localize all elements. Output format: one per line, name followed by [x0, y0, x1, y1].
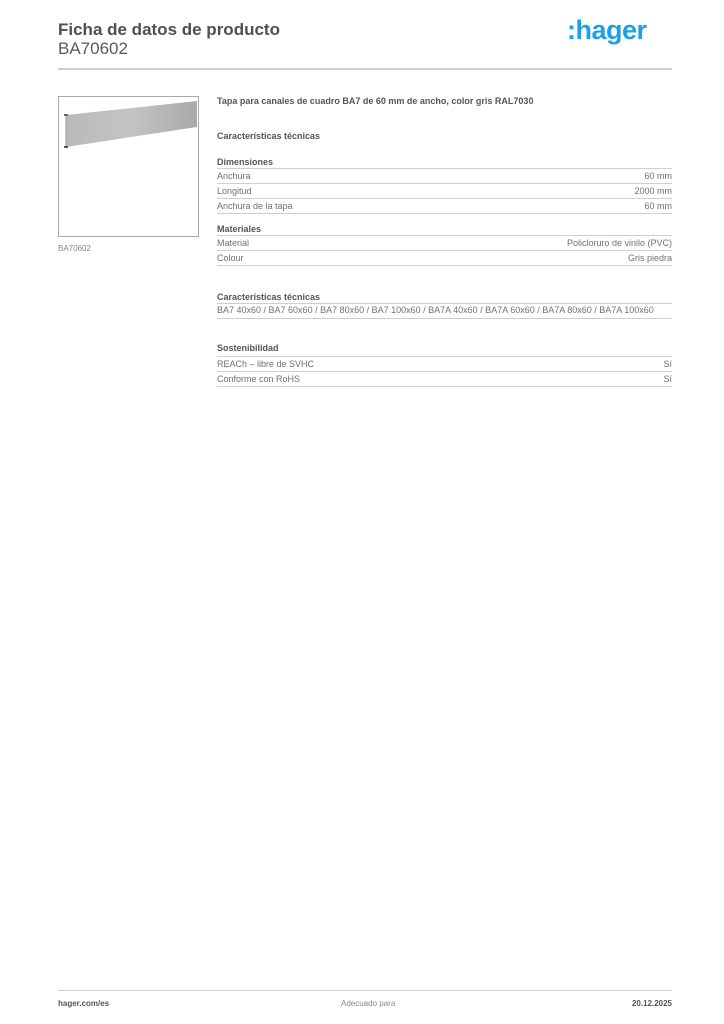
row-value: Sí [663, 359, 672, 369]
caracteristicas-table [217, 303, 672, 319]
footer-website-link[interactable]: hager.com/es [58, 999, 110, 1008]
image-caption: BA70602 [58, 244, 91, 253]
table-row [217, 169, 672, 184]
table-row [217, 199, 672, 214]
hager-logo: :hager [567, 15, 647, 45]
row-label: Longitud [217, 186, 252, 196]
row-label: REACh – libre de SVHC [217, 359, 315, 369]
section-title: Características técnicas [217, 131, 321, 141]
dimensiones-table [217, 168, 672, 214]
table-row [217, 184, 672, 199]
row-value: Gris piedra [627, 253, 672, 263]
footer-center-text: Adecuado para [341, 999, 396, 1008]
row-label: Material [217, 238, 250, 248]
group-title-caracteristicas: Características técnicas [217, 292, 321, 302]
product-cover-image-icon [59, 97, 200, 238]
table-row [217, 357, 672, 372]
row-label: Colour [217, 253, 244, 263]
product-code: BA70602 [58, 39, 128, 58]
table-row [217, 236, 672, 251]
group-title-dimensiones: Dimensiones [217, 157, 274, 167]
footer-date: 20.12.2025 [631, 999, 672, 1008]
table-row [217, 251, 672, 266]
row-value: Policloruro de vinilo (PVC) [566, 238, 672, 248]
table-row [217, 372, 672, 387]
product-image [58, 96, 199, 237]
row-label: Conforme con RoHS [217, 374, 301, 384]
group-title-sostenibilidad: Sostenibilidad [217, 343, 279, 353]
row-value: 2000 mm [634, 186, 672, 196]
row-label: Anchura [217, 171, 251, 181]
row-label: Anchura de la tapa [217, 201, 293, 211]
page-title: Ficha de datos de producto [58, 20, 280, 39]
header-divider [58, 68, 672, 70]
row-value: Sí [663, 374, 672, 384]
group-title-materiales: Materiales [217, 224, 262, 234]
footer-divider [58, 990, 672, 991]
sostenibilidad-table [217, 356, 672, 387]
compatibility-text: BA7 40x60 / BA7 60x60 / BA7 80x60 / BA7 100x60 / BA7A 40x60 / BA7A 60x60 / BA7A 80x60 / BA7A 100x60 [217, 304, 672, 319]
materiales-table [217, 235, 672, 266]
row-value: 60 mm [644, 201, 672, 211]
row-value: 60 mm [644, 171, 672, 181]
product-description: Tapa para canales de cuadro BA7 de 60 mm de ancho, color gris RAL7030 [217, 96, 534, 106]
